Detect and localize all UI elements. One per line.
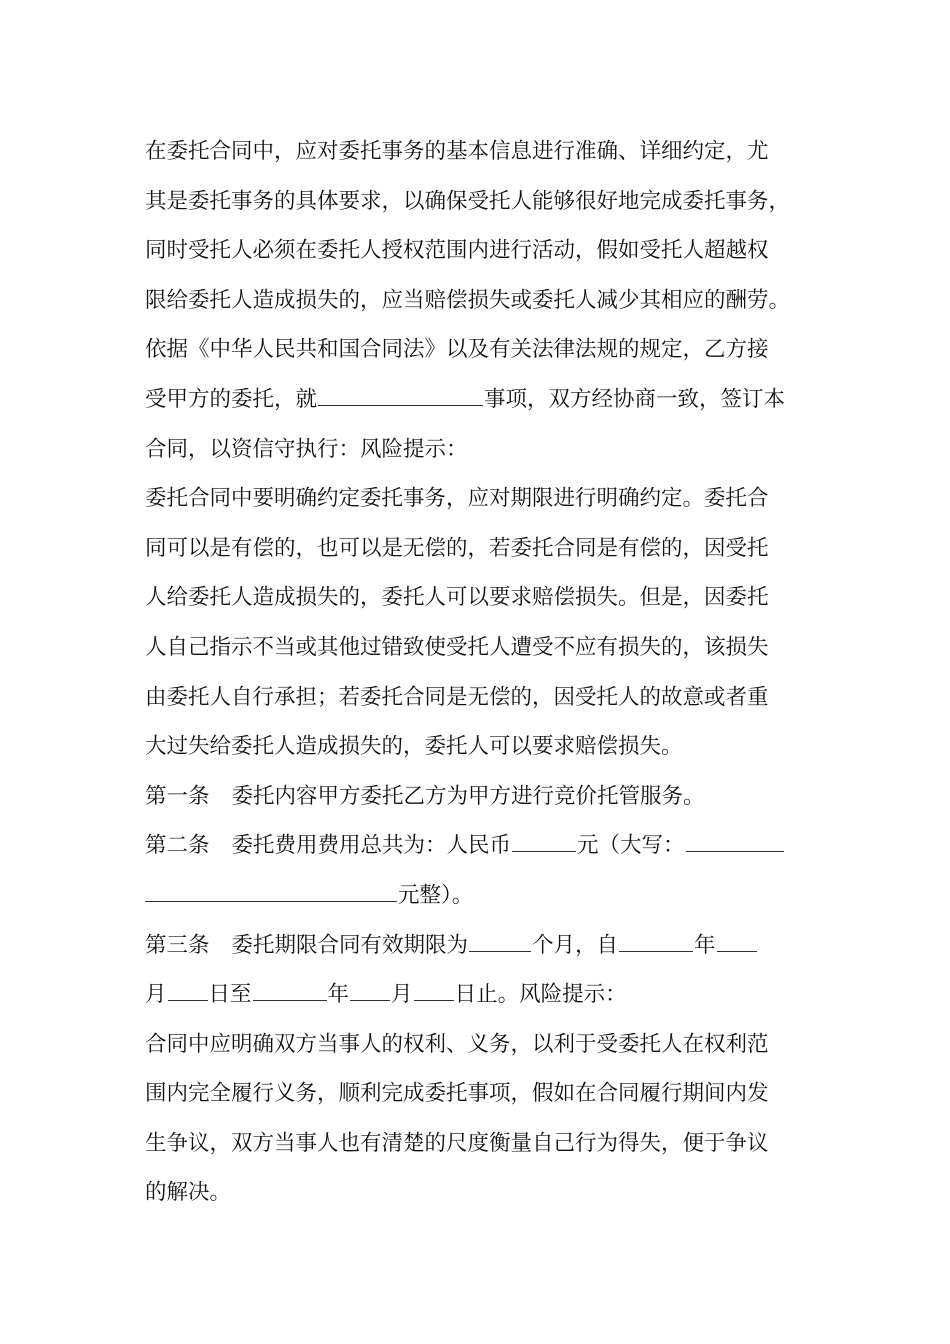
article-3-day-end: 日止。风险提示：: [454, 982, 627, 1008]
risk2-line-4: 的解决。: [145, 1180, 232, 1206]
risk2-line-3: 生争议，双方当事人也有清楚的尺度衡量自己行为得失，便于争议: [145, 1130, 769, 1156]
risk2-line-1: 合同中应明确双方当事人的权利、义务，以利于受委托人在权利范: [145, 1031, 769, 1057]
article-1-number: 第一条: [145, 783, 210, 809]
article-2-text-c: 元整）。: [398, 882, 474, 908]
risk1-line-4: 人自己指示不当或其他过错致使受托人遭受不应有损失的，该损失: [145, 634, 769, 660]
intro-line-6-after: 事项，双方经协商一致，签订本: [484, 386, 786, 412]
article-3-day-to: 日至: [208, 982, 252, 1008]
intro-line-6-before: 受甲方的委托，就: [145, 386, 318, 412]
intro-line-6: [145, 375, 810, 425]
amount-words-blank-2[interactable]: [145, 900, 397, 902]
amount-blank[interactable]: [512, 850, 576, 852]
end-day-blank[interactable]: [414, 999, 454, 1001]
intro-line-4: 限给委托人造成损失的，应当赔偿损失或委托人减少其相应的酬劳。: [145, 287, 791, 313]
risk1-line-1: 委托合同中要明确约定委托事务，应对期限进行明确约定。委托合: [145, 486, 769, 512]
intro-line-3: 同时受托人必须在委托人授权范围内进行活动，假如受托人超越权: [145, 238, 769, 264]
article-3-year-1: 年: [694, 932, 716, 958]
risk1-line-6: 大过失给委托人造成损失的，委托人可以要求赔偿损失。: [145, 734, 683, 760]
intro-line-7: 合同，以资信守执行：风险提示：: [145, 436, 468, 462]
months-blank[interactable]: [469, 950, 531, 952]
amount-words-blank-1[interactable]: [686, 850, 784, 852]
end-year-blank[interactable]: [253, 999, 327, 1001]
article-3-text-b: 个月，自: [532, 932, 619, 958]
article-2-text-b: 元（大写：: [577, 833, 685, 859]
article-2-text-a: 委托费用费用总共为：人民币: [231, 833, 512, 859]
article-3-year-2: 年: [327, 982, 350, 1008]
article-2-number: 第二条: [145, 833, 210, 859]
article-1-text: 委托内容甲方委托乙方为甲方进行竞价托管服务。: [231, 783, 705, 809]
risk2-line-2: 围内完全履行义务，顺利完成委托事项，假如在合同履行期间内发: [145, 1081, 769, 1107]
risk1-line-5: 由委托人自行承担；若委托合同是无偿的，因受托人的故意或者重: [145, 684, 769, 710]
article-3-month-1: 月: [145, 982, 167, 1008]
document-page: [145, 127, 810, 1218]
end-month-blank[interactable]: [350, 999, 390, 1001]
article-3-number: 第三条: [145, 932, 210, 958]
start-month-blank[interactable]: [717, 950, 757, 952]
risk1-line-3: 人给委托人造成损失的，委托人可以要求赔偿损失。但是，因委托: [145, 585, 769, 611]
article-1: [145, 772, 810, 822]
intro-line-1: 在委托合同中，应对委托事务的基本信息进行准确、详细约定，尤: [145, 139, 769, 164]
risk1-line-2: 同可以是有偿的，也可以是无偿的，若委托合同是有偿的，因受托: [145, 535, 769, 561]
matter-blank[interactable]: [318, 404, 483, 406]
article-3-month-2: 月: [391, 982, 413, 1008]
article-3-line-1: [145, 921, 810, 971]
start-year-blank[interactable]: [619, 950, 693, 952]
article-3-text-a: 委托期限合同有效期限为: [231, 932, 469, 958]
intro-line-2: 其是委托事务的具体要求，以确保受托人能够很好地完成委托事务，: [145, 188, 791, 214]
intro-line-5: 依据《中华人民共和国合同法》以及有关法律法规的规定，乙方接: [145, 337, 769, 363]
start-day-blank[interactable]: [168, 999, 208, 1001]
article-2-line-2: [145, 871, 810, 921]
article-3-line-2: [145, 970, 810, 1020]
article-2-line-1: [145, 821, 810, 871]
